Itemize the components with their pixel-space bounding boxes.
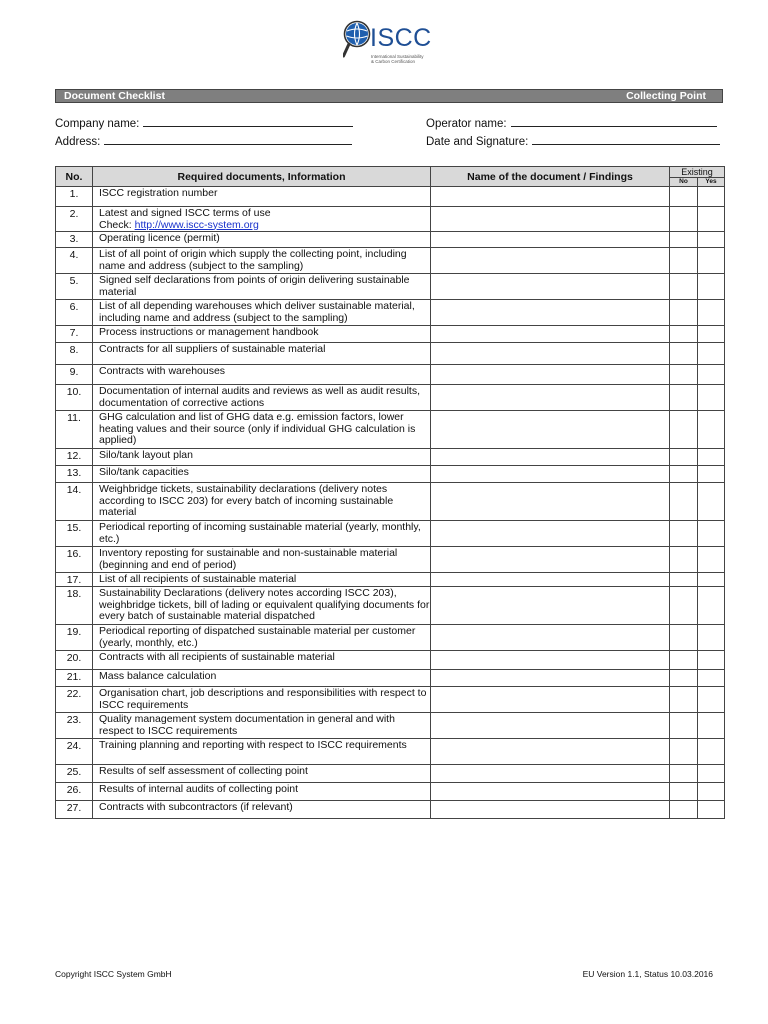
existing-yes-cell[interactable]: [698, 587, 725, 625]
table-row: [56, 713, 725, 739]
document-findings-cell[interactable]: [431, 573, 670, 587]
row-number: 24.: [56, 739, 93, 765]
existing-no-cell[interactable]: [670, 385, 698, 411]
document-findings-cell[interactable]: [431, 343, 670, 365]
document-findings-cell[interactable]: [431, 625, 670, 651]
row-description: Periodical reporting of incoming sustainable material (yearly, monthly, etc.): [93, 521, 431, 547]
table-row: [56, 625, 725, 651]
row-number: 17.: [56, 573, 93, 587]
existing-no-cell[interactable]: [670, 187, 698, 207]
existing-no-cell[interactable]: [670, 573, 698, 587]
table-row: [56, 521, 725, 547]
row-description: ISCC registration number: [93, 187, 431, 207]
table-row: [56, 587, 725, 625]
table-row: [56, 670, 725, 687]
existing-yes-cell[interactable]: [698, 651, 725, 670]
existing-yes-cell[interactable]: [698, 274, 725, 300]
existing-no-cell[interactable]: [670, 343, 698, 365]
header-category: Collecting Point: [626, 90, 706, 102]
row-description: Signed self declarations from points of origin delivering sustainable material: [93, 274, 431, 300]
existing-no-cell[interactable]: [670, 547, 698, 573]
table-row: [56, 274, 725, 300]
document-findings-cell[interactable]: [431, 739, 670, 765]
document-findings-cell[interactable]: [431, 449, 670, 466]
row-description: Contracts with warehouses: [93, 365, 431, 385]
row-description: Operating licence (permit): [93, 232, 431, 248]
row-description: Mass balance calculation: [93, 670, 431, 687]
existing-yes-cell[interactable]: [698, 713, 725, 739]
table-row: [56, 365, 725, 385]
row-description: List of all depending warehouses which deliver sustainable material, including name and address (subject to the sampling): [93, 300, 431, 326]
row-description: Results of internal audits of collecting point: [93, 783, 431, 801]
existing-yes-cell[interactable]: [698, 573, 725, 587]
row-number: 20.: [56, 651, 93, 670]
document-findings-cell[interactable]: [431, 274, 670, 300]
table-row: [56, 573, 725, 587]
date-signature-line[interactable]: [532, 134, 720, 145]
logo-tagline-line-2: & Carbon Certification: [371, 59, 416, 64]
existing-yes-cell[interactable]: [698, 187, 725, 207]
row-number: 7.: [56, 326, 93, 343]
existing-no-cell[interactable]: [670, 521, 698, 547]
row-description: Sustainability Declarations (delivery notes according ISCC 203), weighbridge tickets, bill of lading or equivalent qualifying documents for every batch of sustainable material dispatched: [93, 587, 431, 625]
row-description: Silo/tank capacities: [93, 466, 431, 483]
row-description: Weighbridge tickets, sustainability declarations (delivery notes according to ISCC 203) for every batch of incoming sustainable material: [93, 483, 431, 521]
row-description: Periodical reporting of dispatched sustainable material per customer (yearly, monthly, etc.): [93, 625, 431, 651]
row-description: GHG calculation and list of GHG data e.g. emission factors, lower heating values and their source (only if individual GHG calculation is applied): [93, 411, 431, 449]
address-field[interactable]: [55, 134, 352, 148]
row-description: Results of self assessment of collecting point: [93, 765, 431, 783]
existing-no-cell[interactable]: [670, 232, 698, 248]
header-title: Document Checklist: [64, 90, 165, 102]
existing-yes-cell[interactable]: [698, 232, 725, 248]
document-findings-cell[interactable]: [431, 670, 670, 687]
document-findings-cell[interactable]: [431, 765, 670, 783]
document-findings-cell[interactable]: [431, 713, 670, 739]
existing-yes-cell[interactable]: [698, 765, 725, 783]
company-name-field[interactable]: [55, 116, 353, 130]
operator-name-field[interactable]: [426, 116, 717, 130]
document-findings-cell[interactable]: [431, 687, 670, 713]
document-findings-cell[interactable]: [431, 587, 670, 625]
document-findings-cell[interactable]: [431, 483, 670, 521]
date-signature-label: Date and Signature:: [426, 136, 529, 148]
row-description: [93, 207, 431, 232]
table-row: [56, 411, 725, 449]
existing-yes-cell[interactable]: [698, 521, 725, 547]
table-row: [56, 207, 725, 232]
row-description: Training planning and reporting with respect to ISCC requirements: [93, 739, 431, 765]
row-description: Contracts with subcontractors (if relevant): [93, 801, 431, 819]
row-check-line: [99, 220, 430, 232]
table-row: [56, 449, 725, 466]
table-row: [56, 687, 725, 713]
existing-yes-cell[interactable]: [698, 801, 725, 819]
table-row: [56, 765, 725, 783]
col-header-no: No.: [56, 167, 93, 187]
row-number: 19.: [56, 625, 93, 651]
document-findings-cell[interactable]: [431, 365, 670, 385]
row-number: 4.: [56, 248, 93, 274]
existing-no-cell[interactable]: [670, 587, 698, 625]
row-check-label: Check:: [99, 218, 135, 231]
row-number: 22.: [56, 687, 93, 713]
row-number: 11.: [56, 411, 93, 449]
row-description: Organisation chart, job descriptions and responsibilities with respect to ISCC requirements: [93, 687, 431, 713]
row-number: 26.: [56, 783, 93, 801]
table-row: [56, 651, 725, 670]
table-row: [56, 385, 725, 411]
existing-no-cell[interactable]: [670, 625, 698, 651]
row-description: Inventory reposting for sustainable and non-sustainable material (beginning and end of period): [93, 547, 431, 573]
existing-yes-cell[interactable]: [698, 300, 725, 326]
row-number: 25.: [56, 765, 93, 783]
existing-yes-cell[interactable]: [698, 625, 725, 651]
document-findings-cell[interactable]: [431, 466, 670, 483]
document-findings-cell[interactable]: [431, 783, 670, 801]
existing-no-cell[interactable]: [670, 801, 698, 819]
document-findings-cell[interactable]: [431, 326, 670, 343]
existing-no-cell[interactable]: [670, 326, 698, 343]
footer-copyright: Copyright ISCC System GmbH: [55, 969, 172, 979]
existing-yes-cell[interactable]: [698, 670, 725, 687]
document-findings-cell[interactable]: [431, 651, 670, 670]
company-name-line[interactable]: [143, 116, 353, 127]
iscc-website-link[interactable]: http://www.iscc-system.org: [134, 218, 259, 231]
existing-yes-cell[interactable]: [698, 449, 725, 466]
row-number: 3.: [56, 232, 93, 248]
col-header-required: Required documents, Information: [93, 167, 431, 187]
existing-no-cell[interactable]: [670, 670, 698, 687]
existing-no-cell[interactable]: [670, 483, 698, 521]
existing-no-cell[interactable]: [670, 765, 698, 783]
company-name-label: Company name:: [55, 118, 140, 130]
operator-name-label: Operator name:: [426, 118, 507, 130]
row-number: 6.: [56, 300, 93, 326]
document-findings-cell[interactable]: [431, 801, 670, 819]
row-description: List of all recipients of sustainable material: [93, 573, 431, 587]
existing-yes-cell[interactable]: [698, 248, 725, 274]
address-line[interactable]: [104, 134, 352, 145]
document-findings-cell[interactable]: [431, 411, 670, 449]
table-row: [56, 466, 725, 483]
existing-yes-cell[interactable]: [698, 687, 725, 713]
row-description: Contracts with all recipients of sustainable material: [93, 651, 431, 670]
existing-no-cell[interactable]: [670, 365, 698, 385]
globe-magnifier-icon: [343, 20, 371, 70]
date-signature-field[interactable]: [426, 134, 720, 148]
row-number: 5.: [56, 274, 93, 300]
existing-yes-cell[interactable]: [698, 343, 725, 365]
row-number: 8.: [56, 343, 93, 365]
existing-no-cell[interactable]: [670, 783, 698, 801]
row-number: 1.: [56, 187, 93, 207]
existing-yes-cell[interactable]: [698, 365, 725, 385]
existing-no-cell[interactable]: [670, 466, 698, 483]
row-number: 27.: [56, 801, 93, 819]
existing-yes-cell[interactable]: [698, 385, 725, 411]
table-row: [56, 801, 725, 819]
existing-yes-cell[interactable]: [698, 326, 725, 343]
existing-yes-cell[interactable]: [698, 207, 725, 232]
document-findings-cell[interactable]: [431, 232, 670, 248]
row-number: 10.: [56, 385, 93, 411]
row-description: Process instructions or management handbook: [93, 326, 431, 343]
document-findings-cell[interactable]: [431, 187, 670, 207]
col-header-name: Name of the document / Findings: [431, 167, 670, 187]
existing-no-cell[interactable]: [670, 248, 698, 274]
row-number: 9.: [56, 365, 93, 385]
document-findings-cell[interactable]: [431, 248, 670, 274]
row-description-text: Latest and signed ISCC terms of use: [99, 207, 271, 219]
row-description: Quality management system documentation in general and with respect to ISCC requirements: [93, 713, 431, 739]
table-row: [56, 232, 725, 248]
row-number: 15.: [56, 521, 93, 547]
existing-no-cell[interactable]: [670, 739, 698, 765]
table-row: [56, 739, 725, 765]
logo-tagline: [371, 54, 424, 64]
table-row: [56, 326, 725, 343]
existing-no-cell[interactable]: [670, 274, 698, 300]
document-findings-cell[interactable]: [431, 207, 670, 232]
col-header-existing-yes: Yes: [698, 178, 725, 187]
checklist-table: [55, 166, 725, 819]
document-findings-cell[interactable]: [431, 385, 670, 411]
existing-yes-cell[interactable]: [698, 739, 725, 765]
existing-no-cell[interactable]: [670, 651, 698, 670]
table-row: [56, 483, 725, 521]
row-number: 21.: [56, 670, 93, 687]
existing-no-cell[interactable]: [670, 687, 698, 713]
existing-no-cell[interactable]: [670, 713, 698, 739]
logo-brand: ISCC: [370, 24, 432, 52]
table-row: [56, 187, 725, 207]
existing-yes-cell[interactable]: [698, 466, 725, 483]
address-label: Address:: [55, 136, 101, 148]
row-number: 23.: [56, 713, 93, 739]
row-description: Contracts for all suppliers of sustainable material: [93, 343, 431, 365]
footer-version: EU Version 1.1, Status 10.03.2016: [582, 969, 713, 979]
row-number: 12.: [56, 449, 93, 466]
row-number: 18.: [56, 587, 93, 625]
table-row: [56, 248, 725, 274]
row-number: 16.: [56, 547, 93, 573]
row-number: 14.: [56, 483, 93, 521]
row-description: Silo/tank layout plan: [93, 449, 431, 466]
header-bar: [55, 89, 723, 103]
existing-no-cell[interactable]: [670, 207, 698, 232]
col-header-existing: Existing: [670, 167, 725, 178]
existing-no-cell[interactable]: [670, 300, 698, 326]
row-description: List of all point of origin which supply the collecting point, including name and address (subject to the sampling): [93, 248, 431, 274]
table-row: [56, 343, 725, 365]
table-row: [56, 783, 725, 801]
existing-no-cell[interactable]: [670, 411, 698, 449]
document-findings-cell[interactable]: [431, 300, 670, 326]
existing-yes-cell[interactable]: [698, 783, 725, 801]
existing-yes-cell[interactable]: [698, 411, 725, 449]
row-number: 13.: [56, 466, 93, 483]
iscc-logo: [343, 20, 453, 72]
document-findings-cell[interactable]: [431, 547, 670, 573]
row-number: 2.: [56, 207, 93, 232]
existing-yes-cell[interactable]: [698, 547, 725, 573]
operator-name-line[interactable]: [511, 116, 717, 127]
table-row: [56, 300, 725, 326]
col-header-existing-no: No: [670, 178, 698, 187]
document-findings-cell[interactable]: [431, 521, 670, 547]
row-description: Documentation of internal audits and reviews as well as audit results, documentation of corrective actions: [93, 385, 431, 411]
existing-yes-cell[interactable]: [698, 483, 725, 521]
existing-no-cell[interactable]: [670, 449, 698, 466]
table-row: [56, 547, 725, 573]
logo-tagline-line-1: International Sustainability: [371, 54, 424, 59]
